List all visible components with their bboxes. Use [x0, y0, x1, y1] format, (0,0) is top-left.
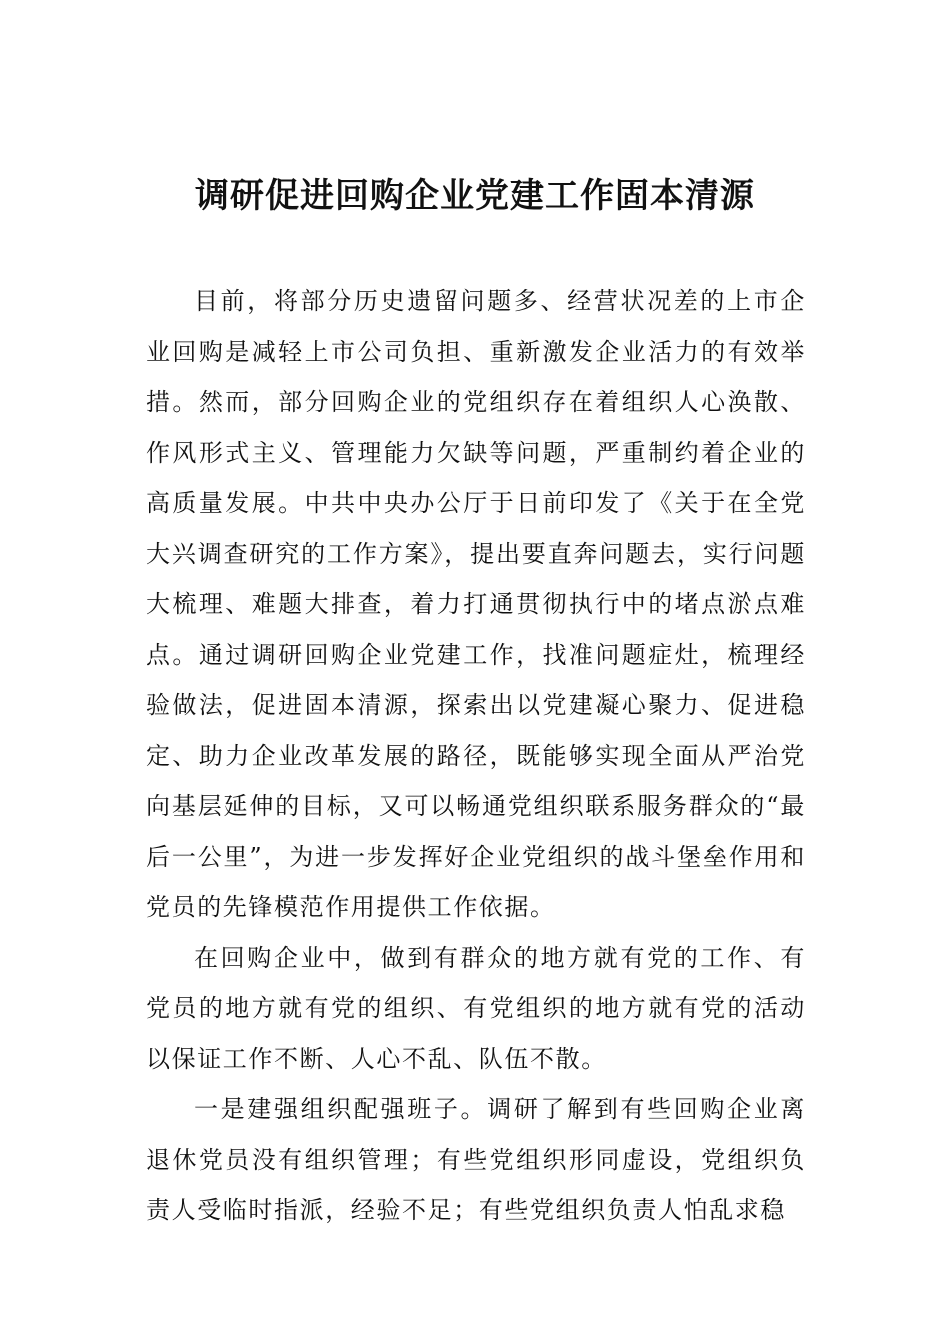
paragraph-3: 一是建强组织配强班子。调研了解到有些回购企业离退休党员没有组织管理；有些党组织形同虚设，党组织负责人受临时指派，经验不足；有些党组织负责人怕乱求稳 — [146, 1095, 806, 1224]
paragraph-1: 目前，将部分历史遗留问题多、经营状况差的上市企业回购是减轻上市公司负担、重新激发企业活力的有效举措。然而，部分回购企业的党组织存在着组织人心涣散、作风形式主义、管理能力欠缺等问题，严重制约着企业的高质量发展。中共中央办公厅于日前印发了《关于在全党大兴调查研究的工作方案》，提出要直奔问题去，实行问题大梳理、难题大排查，着力打通贯彻执行中的堵点淤点难点。通过调研回购企业党建工作，找准问题症灶，梳理经验做法，促进固本清源，探索出以党建凝心聚力、促进稳定、助力企业改革发展的路径，既能够实现全面从严治党向基层延伸的目标，又可以畅通党组织联系服务群众的“最后一公里”，为进一步发挥好企业党组织的战斗堡垒作用和党员的先锋模范作用提供工作依据。 — [146, 287, 806, 921]
document-title: 调研促进回购企业党建工作固本清源 — [195, 176, 755, 216]
paragraph-2: 在回购企业中，做到有群众的地方就有党的工作、有党员的地方就有党的组织、有党组织的地方就有党的活动以保证工作不断、人心不乱、队伍不散。 — [146, 943, 806, 1073]
document-body — [146, 276, 806, 1236]
